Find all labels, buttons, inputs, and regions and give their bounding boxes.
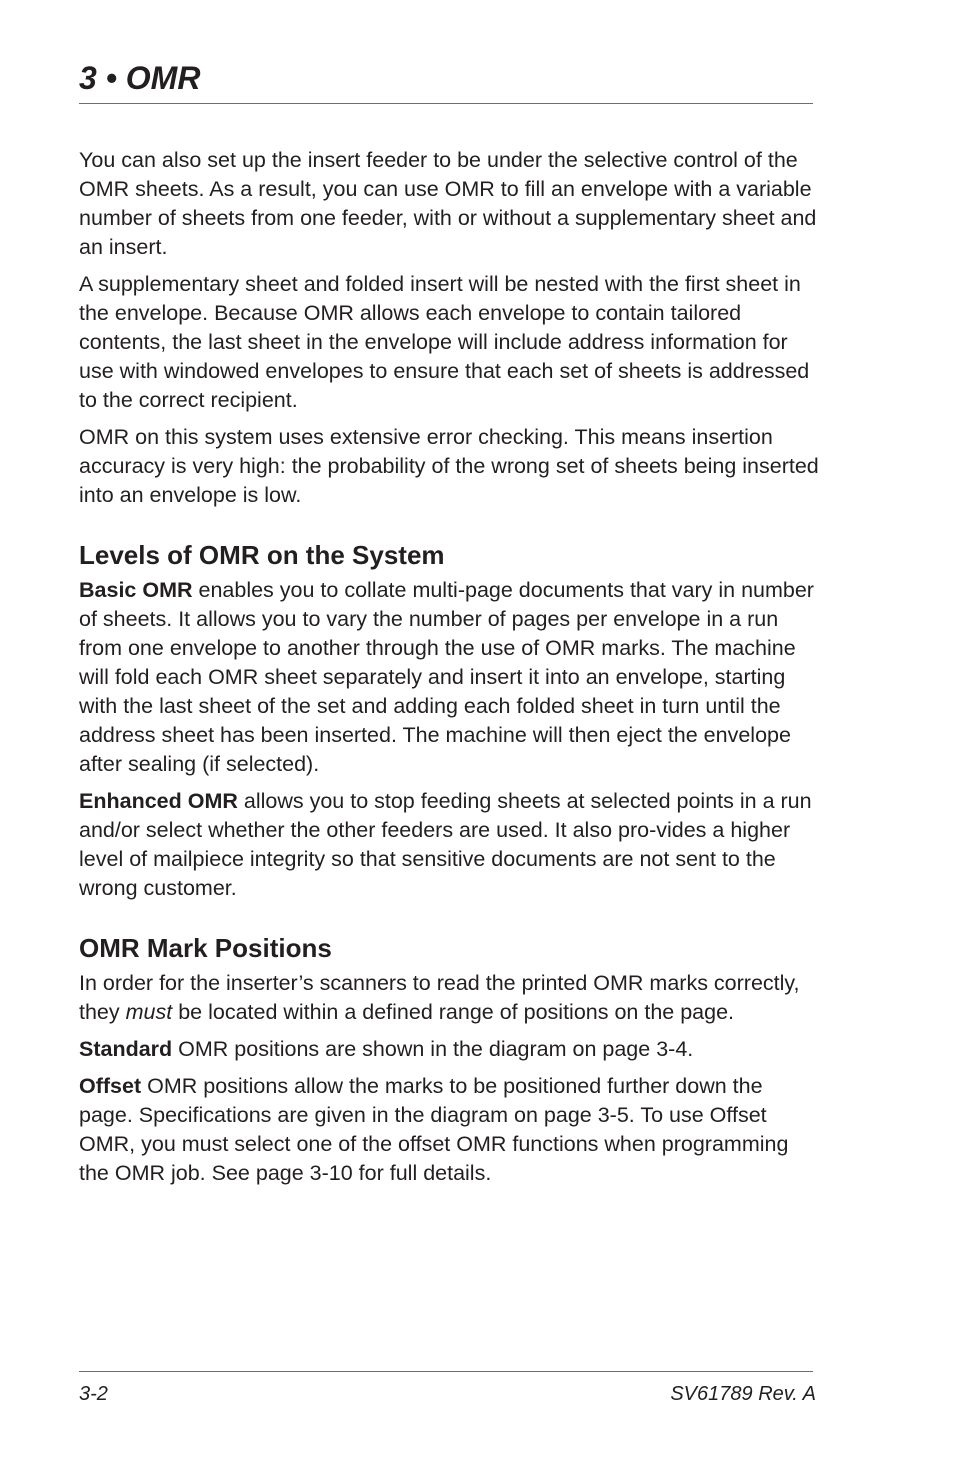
document-id: SV61789 Rev. A	[670, 1383, 816, 1405]
page-body	[79, 146, 819, 1196]
basic-omr-term: Basic OMR	[79, 578, 193, 602]
header-divider	[79, 103, 813, 104]
footer-divider	[79, 1371, 813, 1372]
standard-omr-paragraph	[79, 1035, 819, 1064]
positions-intro-paragraph	[79, 969, 819, 1027]
page-header	[79, 56, 813, 100]
basic-omr-paragraph	[79, 576, 819, 779]
intro-paragraph-1: You can also set up the insert feeder to be under the selective control of the OMR sheets. As a result, you can use OMR to fill an envelope with a variable number of sheets from one feeder, with or without a supplementary sheet and an insert.	[79, 148, 817, 259]
standard-omr-term: Standard	[79, 1037, 173, 1061]
enhanced-omr-text: allows you to stop feeding sheets at selected points in a run and/or select whether the other feeders are used. It also pro-vides a higher level of mailpiece integrity so that sensitive documents are not sent to the wrong customer.	[79, 789, 812, 900]
section-heading-positions: OMR Mark Positions	[79, 933, 332, 963]
standard-omr-text: OMR positions are shown in the diagram on page 3-4.	[172, 1037, 694, 1061]
offset-omr-text: OMR positions allow the marks to be positioned further down the page. Specifications are given in the diagram on page 3-5. To use Offset OMR, you must select one of the offset OMR functions when programming the OMR job. See page 3-10 for full details.	[79, 1074, 789, 1185]
offset-omr-paragraph	[79, 1072, 819, 1188]
positions-intro-text-after: be located within a defined range of positions on the page.	[172, 1000, 735, 1024]
positions-intro-text-before: In order for the inserter’s scanners to read the printed OMR marks correctly, they	[79, 971, 800, 1024]
intro-paragraph-3: OMR on this system uses extensive error checking. This means insertion accuracy is very high: the probability of the wrong set of sheets being inserted into an envelope is low.	[79, 425, 819, 507]
enhanced-omr-paragraph	[79, 787, 819, 903]
positions-intro-emphasis: must	[125, 1000, 173, 1024]
page-number: 3-2	[79, 1383, 108, 1405]
enhanced-omr-term: Enhanced OMR	[79, 789, 238, 813]
intro-paragraph-2: A supplementary sheet and folded insert will be nested with the first sheet in the envelope. Because OMR allows each envelope to contain tailored contents, the last sheet in the envelope will include address information for use with windowed envelopes to ensure that each set of sheets is addressed to the correct recipient.	[79, 272, 810, 412]
basic-omr-text: enables you to collate multi-page documents that vary in number of sheets. It allows you to vary the number of pages per envelope in a run from one envelope to another through the use of OMR marks. The machine will fold each OMR sheet separately and insert it into an envelope, starting with the last sheet of the set and adding each folded sheet in turn until the address sheet has been inserted. The machine will then eject the envelope after sealing (if selected).	[79, 578, 814, 776]
chapter-title: 3 • OMR	[79, 60, 201, 96]
section-heading-levels: Levels of OMR on the System	[79, 540, 445, 570]
offset-omr-term: Offset	[79, 1074, 142, 1098]
